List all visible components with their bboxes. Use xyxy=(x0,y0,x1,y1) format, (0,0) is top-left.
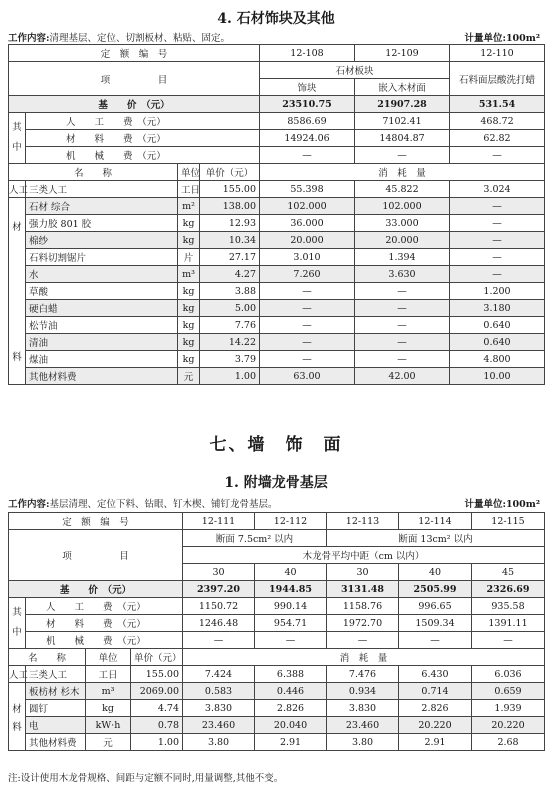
chapter-title: 七、墙 饰 面 xyxy=(209,435,343,455)
material-name: 圆钉 xyxy=(26,700,86,717)
work-content-label: 工作内容: xyxy=(8,499,50,510)
material-unit: kW·h xyxy=(86,717,131,734)
cost-value: 14924.06 xyxy=(260,130,355,147)
material-qty: 33.000 xyxy=(355,215,450,232)
work-content-label: 工作内容: xyxy=(8,33,50,44)
material-row xyxy=(9,232,545,249)
material-unit: m² xyxy=(178,198,200,215)
labor-name: 三类人工 xyxy=(26,181,178,198)
cost-value: 990.14 xyxy=(255,598,327,615)
cost-value: 935.58 xyxy=(472,598,545,615)
material-qty: 3.830 xyxy=(183,700,255,717)
material-price: 10.34 xyxy=(200,232,260,249)
material-qty: 20.220 xyxy=(472,717,545,734)
material-qty: 0.640 xyxy=(450,334,545,351)
material-qty: 20.040 xyxy=(255,717,327,734)
material-qty: — xyxy=(355,283,450,300)
labor-price: 155.00 xyxy=(131,666,183,683)
cost-value: 996.65 xyxy=(399,598,472,615)
col-header-name: 名 称 xyxy=(9,164,178,181)
labor-qty: 7.424 xyxy=(183,666,255,683)
base-price: 531.54 xyxy=(450,96,545,113)
material-qty: 1.200 xyxy=(450,283,545,300)
section-title-keel: 1. 附墙龙骨基层 xyxy=(224,475,328,491)
quota-table-keel xyxy=(8,512,545,751)
material-qty: — xyxy=(355,317,450,334)
material-price: 5.00 xyxy=(200,300,260,317)
cost-label: 人 工 费 （元） xyxy=(26,598,183,615)
material-qty: 3.180 xyxy=(450,300,545,317)
labor-qty: 55.398 xyxy=(260,181,355,198)
material-name: 水 xyxy=(26,266,178,283)
labor-qty: 3.024 xyxy=(450,181,545,198)
material-unit: m³ xyxy=(178,266,200,283)
material-name: 石料切割锯片 xyxy=(26,249,178,266)
material-qty: 20.000 xyxy=(260,232,355,249)
material-qty: 20.220 xyxy=(399,717,472,734)
material-name: 草酸 xyxy=(26,283,178,300)
material-row xyxy=(9,300,545,317)
material-name: 其他材料费 xyxy=(26,368,178,385)
material-name: 石材 综合 xyxy=(26,198,178,215)
cost-value: 62.82 xyxy=(450,130,545,147)
qizhong-label: 其 中 xyxy=(9,598,26,649)
material-price: 4.27 xyxy=(200,266,260,283)
material-qty: 4.800 xyxy=(450,351,545,368)
material-group-label: 材 料 xyxy=(9,683,26,751)
unit-label: 计量单位:100m² xyxy=(464,33,540,44)
material-price: 4.74 xyxy=(131,700,183,717)
material-qty: 0.934 xyxy=(327,683,399,700)
labor-price: 155.00 xyxy=(200,181,260,198)
material-qty: 2.826 xyxy=(255,700,327,717)
section-a-header: 断面 7.5cm² 以内 xyxy=(183,530,327,547)
material-row xyxy=(9,266,545,283)
labor-qty: 6.430 xyxy=(399,666,472,683)
cost-value: 8586.69 xyxy=(260,113,355,130)
cost-value: — xyxy=(450,147,545,164)
base-price: 2326.69 xyxy=(472,581,545,598)
qizhong-label: 其 中 xyxy=(9,113,26,164)
material-price: 27.17 xyxy=(200,249,260,266)
section-title-stone: 4. 石材饰块及其他 xyxy=(217,11,335,27)
col-header-unit: 单位 xyxy=(178,164,200,181)
material-row xyxy=(9,683,545,700)
cost-value: 1150.72 xyxy=(183,598,255,615)
material-qty: 0.583 xyxy=(183,683,255,700)
labor-label: 人工 xyxy=(9,666,26,683)
code-cell: 12-112 xyxy=(255,513,327,530)
work-content xyxy=(8,496,278,510)
material-row xyxy=(9,198,545,215)
cost-value: — xyxy=(260,147,355,164)
material-price: 0.78 xyxy=(131,717,183,734)
cost-value: — xyxy=(183,632,255,649)
material-qty: — xyxy=(260,283,355,300)
material-price: 7.76 xyxy=(200,317,260,334)
cost-label: 机 械 费 （元） xyxy=(26,632,183,649)
material-qty: 2.91 xyxy=(255,734,327,751)
material-qty: 102.000 xyxy=(260,198,355,215)
quota-table-stone xyxy=(8,44,545,385)
base-price: 3131.48 xyxy=(327,581,399,598)
cost-value: 1509.34 xyxy=(399,615,472,632)
material-qty: 2.68 xyxy=(472,734,545,751)
spacing-value: 30 xyxy=(327,564,399,581)
base-price-label: 基 价 （元） xyxy=(9,96,260,113)
material-price: 1.00 xyxy=(131,734,183,751)
cost-value: 1972.70 xyxy=(327,615,399,632)
code-cell: 12-109 xyxy=(355,45,450,62)
material-row xyxy=(9,734,545,751)
material-unit: kg xyxy=(178,334,200,351)
col-header-unit: 单位 xyxy=(86,649,131,666)
material-qty: 20.000 xyxy=(355,232,450,249)
base-price: 2505.99 xyxy=(399,581,472,598)
material-qty: 2.91 xyxy=(399,734,472,751)
cost-value: 14804.87 xyxy=(355,130,450,147)
material-name: 棉纱 xyxy=(26,232,178,249)
work-content-text: 清理基层、定位、切割板材、粘贴、固定。 xyxy=(49,33,231,44)
section-b-header: 断面 13cm² 以内 xyxy=(327,530,545,547)
spacing-value: 40 xyxy=(255,564,327,581)
group-header: 石材板块 xyxy=(260,62,450,79)
material-price: 3.79 xyxy=(200,351,260,368)
base-price-label: 基 价 （元） xyxy=(9,581,183,598)
cost-value: — xyxy=(399,632,472,649)
material-row xyxy=(9,215,545,232)
base-price: 2397.20 xyxy=(183,581,255,598)
cost-value: — xyxy=(355,147,450,164)
base-price: 21907.28 xyxy=(355,96,450,113)
spacing-header: 木龙骨平均中距（cm 以内） xyxy=(183,547,545,564)
material-qty: 3.80 xyxy=(183,734,255,751)
unit-label: 计量单位:100m² xyxy=(464,499,540,510)
labor-name: 三类人工 xyxy=(26,666,86,683)
spacing-value: 30 xyxy=(183,564,255,581)
material-qty: 3.830 xyxy=(327,700,399,717)
material-qty: 23.460 xyxy=(327,717,399,734)
labor-qty: 6.388 xyxy=(255,666,327,683)
base-price: 1944.85 xyxy=(255,581,327,598)
code-cell: 12-115 xyxy=(472,513,545,530)
material-row xyxy=(9,334,545,351)
material-name: 煤油 xyxy=(26,351,178,368)
header-code: 定 额 编 号 xyxy=(9,513,183,530)
material-row xyxy=(9,717,545,734)
material-qty: 0.659 xyxy=(472,683,545,700)
material-name: 其他材料费 xyxy=(26,734,86,751)
labor-unit: 工日 xyxy=(178,181,200,198)
work-content-text: 基层清理、定位下料、钻眼、钉木楔、铺钉龙骨基层。 xyxy=(49,499,278,510)
cost-value: 1246.48 xyxy=(183,615,255,632)
material-name: 板枋材 杉木 xyxy=(26,683,86,700)
cost-value: 468.72 xyxy=(450,113,545,130)
cost-value: — xyxy=(472,632,545,649)
work-content xyxy=(8,30,230,44)
material-qty: 3.630 xyxy=(355,266,450,283)
material-qty: — xyxy=(450,232,545,249)
material-name: 强力胶 801 胶 xyxy=(26,215,178,232)
code-cell: 12-113 xyxy=(327,513,399,530)
col-header-price: 单价（元） xyxy=(200,164,260,181)
material-qty: — xyxy=(260,300,355,317)
code-cell: 12-114 xyxy=(399,513,472,530)
material-name: 硬白蜡 xyxy=(26,300,178,317)
material-row xyxy=(9,700,545,717)
code-cell: 12-108 xyxy=(260,45,355,62)
material-unit: kg xyxy=(86,700,131,717)
material-qty: — xyxy=(450,249,545,266)
material-unit: kg xyxy=(178,300,200,317)
material-row xyxy=(9,317,545,334)
material-qty: 0.640 xyxy=(450,317,545,334)
labor-unit: 工日 xyxy=(86,666,131,683)
material-qty: 7.260 xyxy=(260,266,355,283)
base-price: 23510.75 xyxy=(260,96,355,113)
col-header-name: 名 称 xyxy=(9,649,86,666)
labor-qty: 6.036 xyxy=(472,666,545,683)
header-code: 定 额 编 号 xyxy=(9,45,260,62)
sub-header: 嵌入木材面 xyxy=(355,79,450,96)
spacing-value: 45 xyxy=(472,564,545,581)
material-row xyxy=(9,351,545,368)
material-qty: — xyxy=(355,334,450,351)
code-cell: 12-110 xyxy=(450,45,545,62)
material-qty: — xyxy=(450,215,545,232)
material-name: 清油 xyxy=(26,334,178,351)
material-unit: 片 xyxy=(178,249,200,266)
cost-label: 材 料 费 （元） xyxy=(26,130,260,147)
material-name: 电 xyxy=(26,717,86,734)
material-qty: — xyxy=(355,300,450,317)
material-qty: — xyxy=(260,317,355,334)
material-qty: — xyxy=(260,351,355,368)
material-price: 12.93 xyxy=(200,215,260,232)
header-item: 项 目 xyxy=(9,530,183,581)
material-unit: m³ xyxy=(86,683,131,700)
cost-value: — xyxy=(327,632,399,649)
sub-header: 饰块 xyxy=(260,79,355,96)
material-qty: — xyxy=(450,266,545,283)
material-qty: 3.80 xyxy=(327,734,399,751)
material-unit: kg xyxy=(178,283,200,300)
material-qty: 102.000 xyxy=(355,198,450,215)
cost-label: 机 械 费 （元） xyxy=(26,147,260,164)
material-qty: — xyxy=(260,334,355,351)
cost-label: 材 料 费 （元） xyxy=(26,615,183,632)
col-header-consume: 消 耗 量 xyxy=(260,164,545,181)
code-cell: 12-111 xyxy=(183,513,255,530)
material-unit: kg xyxy=(178,351,200,368)
material-unit: 元 xyxy=(178,368,200,385)
spacing-value: 40 xyxy=(399,564,472,581)
material-unit: kg xyxy=(178,215,200,232)
cost-label: 人 工 费 （元） xyxy=(26,113,260,130)
material-price: 1.00 xyxy=(200,368,260,385)
cost-value: 7102.41 xyxy=(355,113,450,130)
material-row xyxy=(9,249,545,266)
material-qty: 42.00 xyxy=(355,368,450,385)
material-qty: 1.939 xyxy=(472,700,545,717)
material-qty: 23.460 xyxy=(183,717,255,734)
material-qty: 1.394 xyxy=(355,249,450,266)
col-header-price: 单价（元） xyxy=(131,649,183,666)
cost-value: 954.71 xyxy=(255,615,327,632)
material-qty: 36.000 xyxy=(260,215,355,232)
labor-qty: 45.822 xyxy=(355,181,450,198)
material-price: 2069.00 xyxy=(131,683,183,700)
labor-label: 人工 xyxy=(9,181,26,198)
material-qty: 0.714 xyxy=(399,683,472,700)
material-row xyxy=(9,368,545,385)
material-qty: 63.00 xyxy=(260,368,355,385)
col-header-consume: 消 耗 量 xyxy=(183,649,545,666)
material-price: 138.00 xyxy=(200,198,260,215)
material-row xyxy=(9,283,545,300)
material-price: 14.22 xyxy=(200,334,260,351)
material-group-label: 材 料 xyxy=(9,198,26,385)
labor-qty: 7.476 xyxy=(327,666,399,683)
material-qty: 10.00 xyxy=(450,368,545,385)
material-unit: kg xyxy=(178,317,200,334)
material-qty: — xyxy=(355,351,450,368)
material-name: 松节油 xyxy=(26,317,178,334)
material-qty: — xyxy=(450,198,545,215)
header-item: 项 目 xyxy=(9,62,260,96)
sub-header: 石料面层酸洗打蜡 xyxy=(450,62,545,96)
footnote: 注:设计使用木龙骨规格、间距与定额不同时,用量调整,其他不变。 xyxy=(8,773,284,784)
material-qty: 3.010 xyxy=(260,249,355,266)
cost-value: — xyxy=(255,632,327,649)
material-unit: 元 xyxy=(86,734,131,751)
material-unit: kg xyxy=(178,232,200,249)
material-qty: 0.446 xyxy=(255,683,327,700)
cost-value: 1158.76 xyxy=(327,598,399,615)
material-qty: 2.826 xyxy=(399,700,472,717)
material-price: 3.88 xyxy=(200,283,260,300)
cost-value: 1391.11 xyxy=(472,615,545,632)
